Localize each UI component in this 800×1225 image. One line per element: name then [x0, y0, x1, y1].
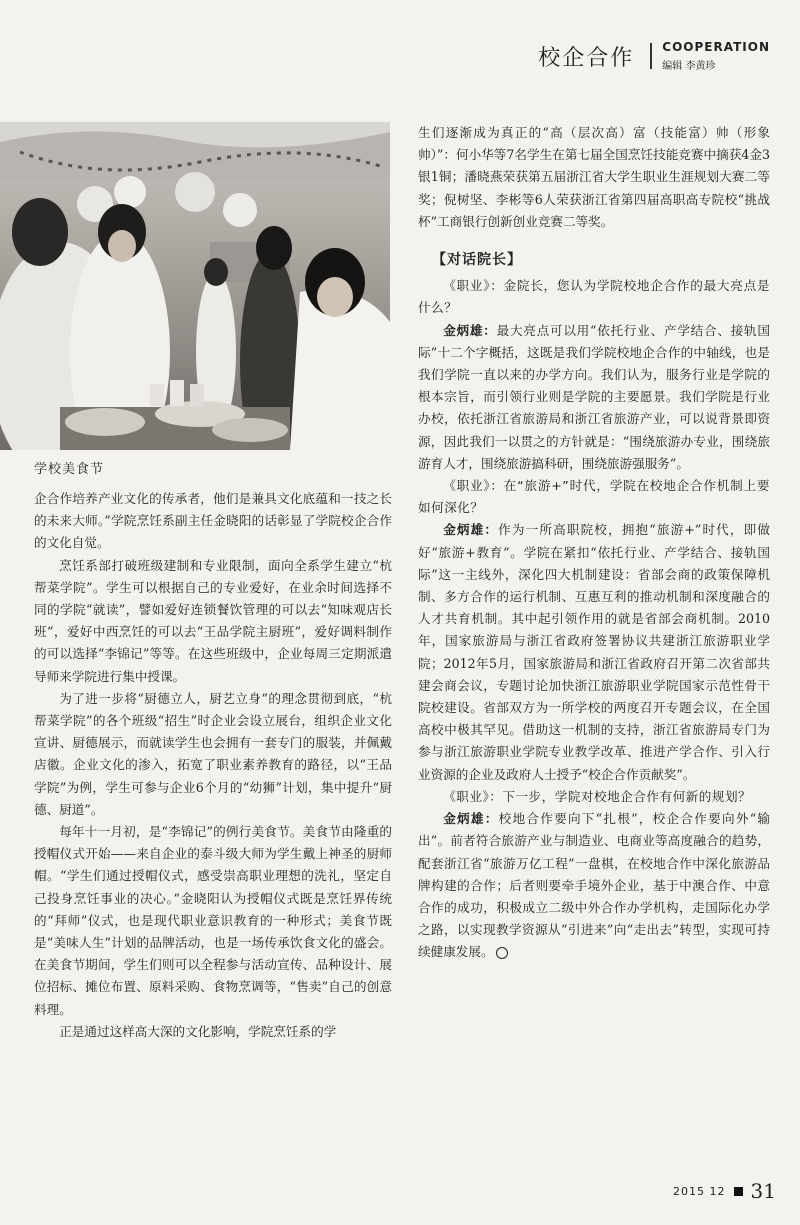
- section-title: 校企合作: [538, 45, 635, 71]
- speaker-name: 金炳雄：: [443, 322, 497, 338]
- photo-illustration: [0, 122, 390, 450]
- header-meta: [662, 40, 770, 72]
- page-footer: [673, 1179, 776, 1203]
- answer-text: 作为一所高职院校，拥抱“旅游+”时代，即做好“旅游+教育”。学院在紧扣“依托行业、产学结合、接轨国际”这一主线外，深化四大机制建设：省部会商的政策保障机制、多方合作的运行机制、互惠互利的推动机制和深度融合的人才共育机制。其中起引领作用的就是省部会商机制。2010年，国家旅游局与浙江省政府签署协议共建浙江旅游职业学院；2012年5月，国家旅游局和浙江省政府召开第二次省部共建会商会议，专题讨论加快浙江旅游职业学院国家示范性骨干院校建设。省部双方为一所学校的两度召开专题会议，在全国高校中极其罕见。借助这一机制的支持，浙江省旅游局专门为参与浙江旅游职业学院专业教学改革、推进产学合作、引入行业资源的企业及政府人士授予“校企合作贡献奖”。: [418, 522, 770, 782]
- right-column: [418, 122, 770, 964]
- left-column: [34, 488, 392, 1043]
- speaker-name: 金炳雄：: [443, 522, 499, 538]
- interview-question: 《职业》：下一步，学院对校地企合作有何新的规划？: [443, 788, 752, 804]
- paragraph: 烹饪系部打破班级建制和专业限制，面向全系学生建立“杭帮菜学院”。学生可以根据自己的专业爱好，在业余时间选择不同的学院“就读”，譬如爱好连锁餐饮管理的可以去“知味观店长班”，爱好中西烹饪的可以去“王品学院主厨班”，爱好调料制作的可以选择“李锦记”等等。在这些班级中，企业每周三定期派遣导师来学院进行集中授课。: [34, 557, 392, 684]
- section-english: COOPERATION: [662, 40, 770, 54]
- article-end-icon: [496, 947, 508, 959]
- interview-answer: [418, 808, 770, 963]
- issue-date: 2015 12: [673, 1184, 726, 1198]
- paragraph: 为了进一步将“厨德立人，厨艺立身”的理念贯彻到底，“杭帮菜学院”的各个班级“招生”时企业会设立展台，组织企业文化宣讲、厨德展示，而就读学生也会拥有一套专门的服装，并佩戴店徽。企业文化的渗入，拓宽了职业素养教育的路径，以“王品学院”为例，学生可参与企业6个月的“幼狮”计划，集中提升“厨德、厨道”。: [34, 690, 392, 817]
- page-number: 31: [750, 1179, 776, 1203]
- header-divider: [650, 43, 652, 69]
- paragraph: 企合作培养产业文化的传承者，他们是兼具文化底蕴和一技之长的未来大师。”学院烹饪系副主任金晓阳的话彰显了学院校企合作的文化自觉。: [34, 491, 392, 551]
- photo-caption: 学校美食节: [34, 462, 105, 477]
- dialogue-heading: 【对话院长】: [432, 252, 522, 269]
- paragraph: 生们逐渐成为真正的“高（层次高）富（技能富）帅（形象帅）”：何小华等7名学生在第七届全国烹饪技能竞赛中摘获4金3银1铜；潘晓燕荣获第五届浙江省大学生职业生涯规划大赛二等奖；倪树坚、李彬等6人荣获浙江省第四届高职高专院校“挑战杯”工商银行创新创业竞赛二等奖。: [418, 125, 770, 229]
- interview-answer: [418, 519, 770, 785]
- food-festival-photo: [0, 122, 390, 450]
- page-header: [538, 38, 770, 74]
- square-bullet-icon: [734, 1187, 743, 1196]
- interview-question: 《职业》：金院长，您认为学院校地企合作的最大亮点是什么？: [418, 278, 770, 316]
- paragraph: 正是通过这样高大深的文化影响，学院烹饪系的学: [59, 1023, 337, 1039]
- interview-question: 《职业》：在“旅游+”时代，学院在校地企合作机制上要如何深化？: [418, 478, 770, 516]
- answer-text: 校地合作要向下“扎根”，校企合作要向外“输出”。前者符合旅游产业与制造业、电商业等高度融合的趋势，配套浙江省“旅游万亿工程”一盘棋，在校地合作中深化旅游品牌构建的合作；后者则要牵手境外企业，基于中澳合作、中意合作的成功，积极成立二级中外合作办学机构，走国际化办学之路，以实现教学资源从“引进来”向“走出去”转型，实现可持续健康发展。: [418, 811, 770, 960]
- answer-text: 最大亮点可以用“依托行业、产学结合、接轨国际”十二个字概括，这既是我们学院校地企合作的中轴线，也是我们学院一直以来的办学方向。我们认为，服务行业是学院的根本宗旨，而引领行业则是学院的主要愿景。我们学院是行业办校，依托浙江省旅游局和浙江省旅游产业，可以说背景即资源，因此我们一以贯之的方针就是：“围绕旅游办专业，围绕旅游育人才，围绕旅游搞科研，围绕旅游强服务”。: [418, 322, 770, 471]
- paragraph: 每年十一月初，是“李锦记”的例行美食节。美食节由隆重的授帽仪式开始——来自企业的泰斗级大师为学生戴上神圣的厨师帽。“学生们通过授帽仪式，感受崇高职业理想的洗礼，坚定自己投身烹饪事业的决心。”金晓阳认为授帽仪式既是烹饪界传统的“拜师”仪式，也是现代职业意识教育的一种形式；美食节既是“美味人生”计划的品牌活动，也是一场传承饮食文化的盛会。在美食节期间，学生们则可以全程参与活动宣传、品种设计、展位招标、摊位布置、原料采购、食物烹调等，“售卖”自己的创意料理。: [34, 824, 392, 1017]
- interview-answer: [418, 320, 770, 475]
- speaker-name: 金炳雄：: [443, 811, 499, 827]
- editor-credit: 编辑 李黄珍: [662, 61, 716, 72]
